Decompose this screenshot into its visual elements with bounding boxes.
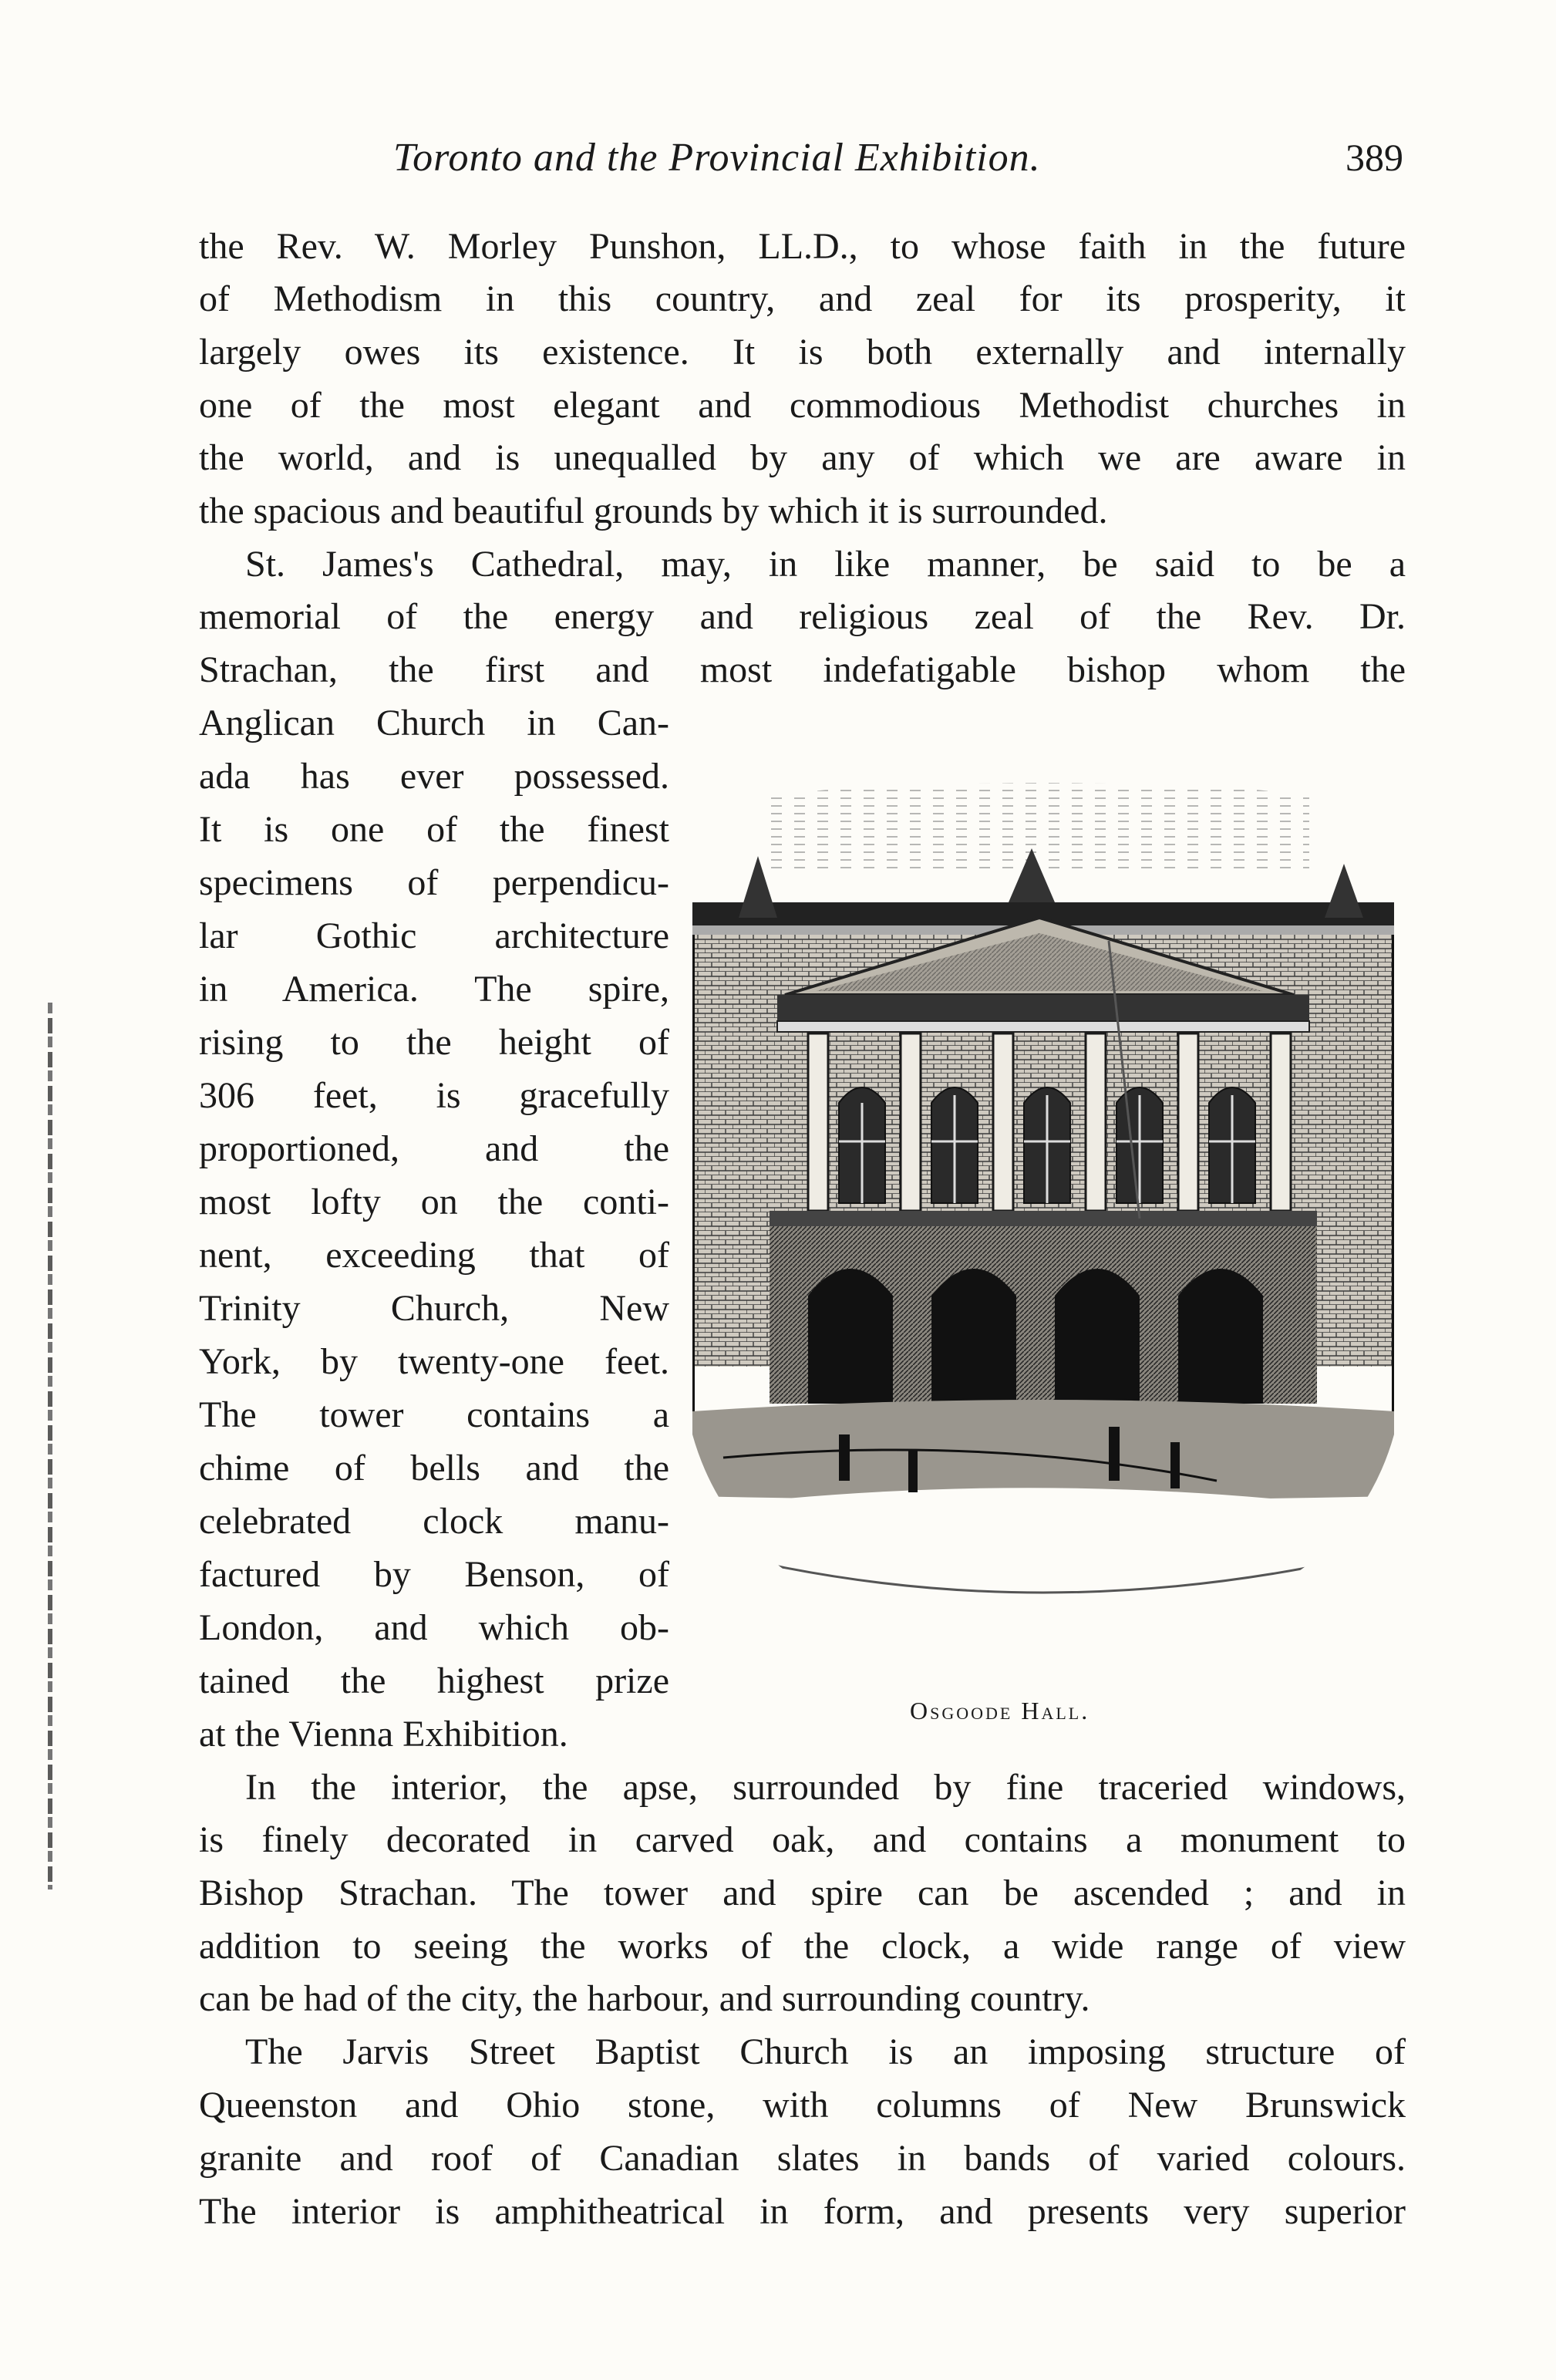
text-line: the Rev. W. Morley Punshon, LL.D., to whose faith in the future <box>199 226 1406 267</box>
text-line: Queenston and Ohio stone, with columns of New Brunswick <box>199 2085 1406 2125</box>
text-line: York, by twenty-one feet. <box>199 1341 669 1382</box>
text-line: in America. The spire, <box>199 969 669 1010</box>
engraving-illustration <box>677 740 1406 1674</box>
text-line: the spacious and beautiful grounds by which it is surrounded. <box>199 490 1108 531</box>
text-line: proportioned, and the <box>199 1128 669 1169</box>
text-line: largely owes its existence. It is both externally and internally <box>199 332 1406 373</box>
text-line: In the interior, the apse, surrounded by fine traceried windows, <box>245 1767 1406 1808</box>
running-header <box>393 135 1403 189</box>
text-line: tained the highest prize <box>199 1660 669 1701</box>
figure-caption: Osgoode Hall. <box>910 1697 1090 1724</box>
running-title: Toronto and the Provincial Exhibition. <box>393 136 1041 180</box>
text-line: St. James's Cathedral, may, in like manner, be said to be a <box>245 544 1406 585</box>
text-line: most lofty on the conti- <box>199 1182 669 1222</box>
text-line: London, and which ob- <box>199 1607 669 1648</box>
text-line: granite and roof of Canadian slates in bands of varied colours. <box>199 2138 1406 2179</box>
text-line: Strachan, the first and most indefatigable bishop whom the <box>199 649 1406 690</box>
text-line: one of the most elegant and commodious Methodist churches in <box>199 385 1406 426</box>
text-line: The tower contains a <box>199 1394 669 1435</box>
text-line: The interior is amphitheatrical in form, and presents very superior <box>199 2191 1406 2232</box>
margin-binding-mark <box>48 1003 52 1890</box>
text-line: factured by Benson, of <box>199 1554 669 1595</box>
text-line: addition to seeing the works of the clock, a wide range of view <box>199 1926 1406 1967</box>
text-line: nent, exceeding that of <box>199 1235 669 1276</box>
osgoode-hall-engraving <box>677 740 1406 1674</box>
text-line: The Jarvis Street Baptist Church is an imposing structure of <box>245 2031 1406 2072</box>
text-line: rising to the height of <box>199 1022 669 1063</box>
text-line: Trinity Church, New <box>199 1288 669 1329</box>
text-line: Bishop Strachan. The tower and spire can be ascended ; and in <box>199 1873 1406 1913</box>
text-line: chime of bells and the <box>199 1448 669 1488</box>
text-line: ada has ever possessed. <box>199 756 669 797</box>
text-line: at the Vienna Exhibition. <box>199 1714 568 1755</box>
text-line: Anglican Church in Can- <box>199 703 669 743</box>
text-line: celebrated clock manu- <box>199 1501 669 1542</box>
page-number: 389 <box>1346 136 1403 179</box>
text-line: is finely decorated in carved oak, and contains a monument to <box>199 1819 1406 1860</box>
text-line: memorial of the energy and religious zeal of the Rev. Dr. <box>199 596 1406 637</box>
text-line: It is one of the finest <box>199 809 669 850</box>
text-line: specimens of perpendicu- <box>199 862 669 903</box>
text-line: lar Gothic architecture <box>199 915 669 956</box>
text-line: 306 feet, is gracefully <box>199 1075 669 1116</box>
text-line: can be had of the city, the harbour, and surrounding country. <box>199 1978 1090 2019</box>
text-line: of Methodism in this country, and zeal for its prosperity, it <box>199 278 1406 319</box>
text-line: the world, and is unequalled by any of which we are aware in <box>199 437 1406 478</box>
